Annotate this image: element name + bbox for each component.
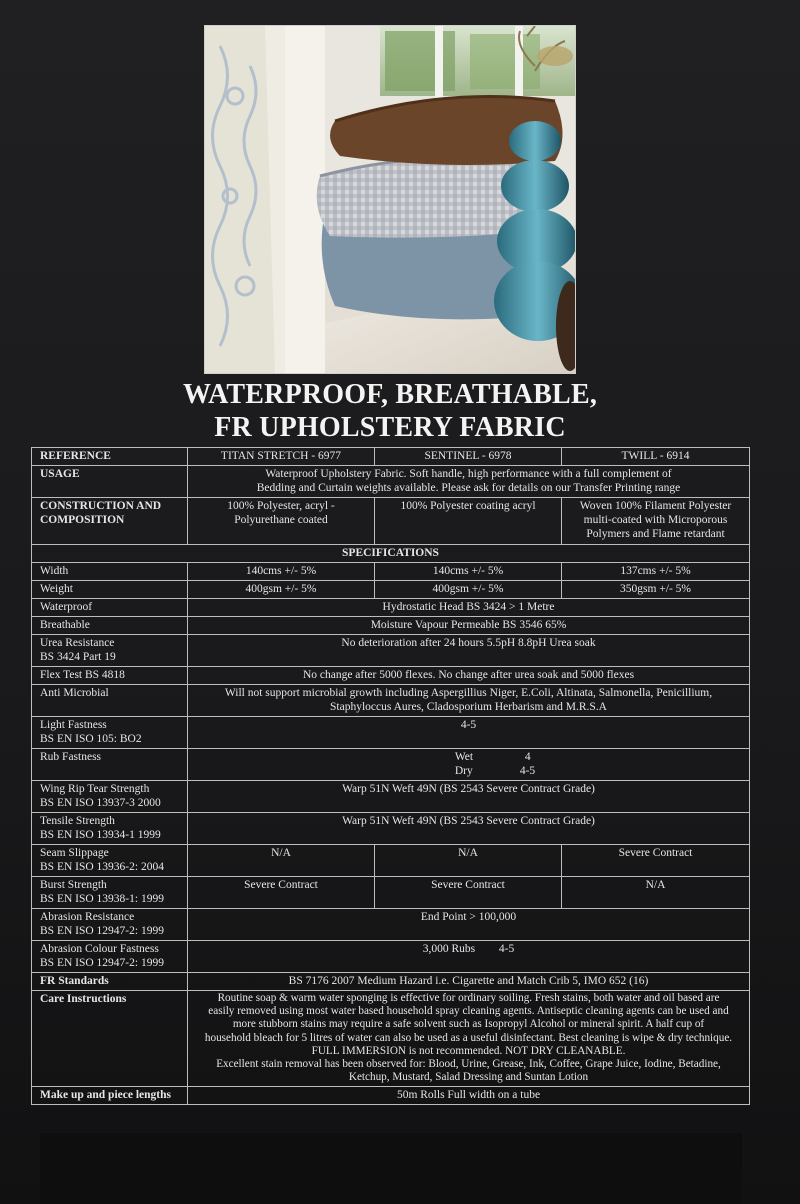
specifications-title: SPECIFICATIONS <box>32 545 750 563</box>
table-row-width <box>32 563 750 581</box>
construction-col-3-line-1: Woven 100% Filament Polyester <box>579 500 732 512</box>
construction-label-line-1: CONSTRUCTION AND <box>40 500 162 512</box>
construction-col-2: 100% Polyester coating acryl <box>375 498 562 545</box>
page-title <box>0 378 780 444</box>
footer-band <box>40 1133 742 1204</box>
tensile-value: Warp 51N Weft 49N (BS 2543 Severe Contract Grade) <box>188 813 750 845</box>
light-value: 4-5 <box>188 717 750 749</box>
construction-label <box>32 498 188 545</box>
table-row-rub-fastness <box>32 749 750 781</box>
rub-label: Rub Fastness <box>32 749 188 781</box>
width-col-3: 137cms +/- 5% <box>562 563 750 581</box>
table-row-antimicrobial <box>32 685 750 717</box>
usage-line-2: Bedding and Curtain weights available. Please ask for details on our Transfer Printing range <box>256 482 681 494</box>
light-label-line-1: Light Fastness <box>40 719 107 731</box>
table-row-usage <box>32 466 750 498</box>
antimicrobial-line-1: Will not support microbial growth including Aspergillius Niger, E.Coli, Altinata, Salmonella, Penicillium, <box>224 687 713 699</box>
abrasion-value: End Point > 100,000 <box>188 909 750 941</box>
construction-label-line-2: COMPOSITION <box>40 514 125 526</box>
table-row-breathable <box>32 617 750 635</box>
antimicrobial-value <box>188 685 750 717</box>
construction-col-3-line-2: multi-coated with Microporous <box>583 514 728 526</box>
light-label <box>32 717 188 749</box>
construction-col-3-line-3: Polymers and Flame retardant <box>586 528 725 540</box>
abrasion-label-line-2: BS EN ISO 12947-2: 1999 <box>40 925 164 937</box>
care-line-4: household bleach for 5 litres of water can also be used as a useful disinfectant. Best cleaning is wipe & dry technique. <box>204 1031 733 1044</box>
burst-label-line-1: Burst Strength <box>40 879 107 891</box>
antimicrobial-line-2: Staphyloccus Aures, Cladosporium Herbarism and M.R.S.A <box>330 701 607 713</box>
care-line-5: FULL IMMERSION is not recommended. NOT DRY CLEANABLE. <box>311 1044 626 1057</box>
weight-col-2: 400gsm +/- 5% <box>375 581 562 599</box>
fr-label: FR Standards <box>32 973 188 991</box>
abrasion-colour-grade: 4-5 <box>498 943 515 955</box>
abrasion-label <box>32 909 188 941</box>
makeup-label: Make up and piece lengths <box>32 1087 188 1105</box>
table-row-abrasion <box>32 909 750 941</box>
table-row-specifications <box>32 545 750 563</box>
usage-line-1: Waterproof Upholstery Fabric. Soft handle, high performance with a full complement of <box>265 468 672 480</box>
rub-value <box>188 749 750 781</box>
table-row-burst <box>32 877 750 909</box>
care-label: Care Instructions <box>32 991 188 1087</box>
reference-col-3: TWILL - 6914 <box>562 448 750 466</box>
abrasion-colour-label-line-1: Abrasion Colour Fastness <box>40 943 159 955</box>
urea-label <box>32 635 188 667</box>
reference-col-2: SENTINEL - 6978 <box>375 448 562 466</box>
urea-label-line-1: Urea Resistance <box>40 637 115 649</box>
burst-col-1: Severe Contract <box>188 877 375 909</box>
waterproof-value: Hydrostatic Head BS 3424 > 1 Metre <box>188 599 750 617</box>
fr-value: BS 7176 2007 Medium Hazard i.e. Cigarette and Match Crib 5, IMO 652 (16) <box>188 973 750 991</box>
construction-col-3 <box>562 498 750 545</box>
flex-label: Flex Test BS 4818 <box>32 667 188 685</box>
urea-label-line-2: BS 3424 Part 19 <box>40 651 116 663</box>
spec-table <box>31 447 750 1105</box>
table-row-fr <box>32 973 750 991</box>
seam-label <box>32 845 188 877</box>
care-line-6: Excellent stain removal has been observed for: Blood, Urine, Grease, Ink, Coffee, Grape Juice, Iodine, Betadine, <box>216 1058 721 1071</box>
width-col-2: 140cms +/- 5% <box>375 563 562 581</box>
width-col-1: 140cms +/- 5% <box>188 563 375 581</box>
rub-grid <box>455 750 535 778</box>
burst-col-2: Severe Contract <box>375 877 562 909</box>
wingrip-value: Warp 51N Weft 49N (BS 2543 Severe Contract Grade) <box>188 781 750 813</box>
burst-col-3: N/A <box>562 877 750 909</box>
abrasion-label-line-1: Abrasion Resistance <box>40 911 135 923</box>
breathable-value: Moisture Vapour Permeable BS 3546 65% <box>188 617 750 635</box>
care-line-1: Routine soap & warm water sponging is effective for ordinary soiling. Fresh stains, both water and oil based are <box>217 992 720 1004</box>
flex-value: No change after 5000 flexes. No change after urea soak and 5000 flexes <box>188 667 750 685</box>
table-row-abrasion-colour <box>32 941 750 973</box>
table-row-seam <box>32 845 750 877</box>
title-line-1: WATERPROOF, BREATHABLE, <box>182 379 598 410</box>
breathable-label: Breathable <box>32 617 188 635</box>
seam-col-3: Severe Contract <box>562 845 750 877</box>
tensile-label-line-1: Tensile Strength <box>40 815 115 827</box>
seam-col-1: N/A <box>188 845 375 877</box>
reference-col-1: TITAN STRETCH - 6977 <box>188 448 375 466</box>
makeup-value: 50m Rolls Full width on a tube <box>188 1087 750 1105</box>
construction-col-1-line-1: 100% Polyester, acryl - <box>227 500 335 512</box>
waterproof-label: Waterproof <box>32 599 188 617</box>
table-row-weight <box>32 581 750 599</box>
rub-dry-value: 4-5 <box>519 765 536 777</box>
usage-label: USAGE <box>32 466 188 498</box>
width-label: Width <box>32 563 188 581</box>
table-row-light-fastness <box>32 717 750 749</box>
abrasion-colour-value <box>188 941 750 973</box>
table-row-wing-rip <box>32 781 750 813</box>
light-label-line-2: BS EN ISO 105: BO2 <box>40 733 142 745</box>
table-row-reference <box>32 448 750 466</box>
table-row-urea <box>32 635 750 667</box>
table-row-care <box>32 991 750 1087</box>
reference-label: REFERENCE <box>32 448 188 466</box>
construction-col-1-line-2: Polyurethane coated <box>234 514 328 526</box>
abrasion-colour-label <box>32 941 188 973</box>
title-line-2: FR UPHOLSTERY FABRIC <box>214 412 566 443</box>
burst-label-line-2: BS EN ISO 13938-1: 1999 <box>40 893 164 905</box>
product-photo <box>204 25 576 374</box>
seam-label-line-2: BS EN ISO 13936-2: 2004 <box>40 861 164 873</box>
construction-col-1 <box>188 498 375 545</box>
wingrip-label-line-1: Wing Rip Tear Strength <box>40 783 150 795</box>
weight-col-3: 350gsm +/- 5% <box>562 581 750 599</box>
abrasion-colour-rubs: 3,000 Rubs <box>422 943 476 955</box>
table-row-construction <box>32 498 750 545</box>
antimicrobial-label: Anti Microbial <box>32 685 188 717</box>
wingrip-label <box>32 781 188 813</box>
tensile-label-line-2: BS EN ISO 13934-1 1999 <box>40 829 161 841</box>
tensile-label <box>32 813 188 845</box>
table-row-flex <box>32 667 750 685</box>
urea-value: No deterioration after 24 hours 5.5pH 8.8pH Urea soak <box>188 635 750 667</box>
table-row-tensile <box>32 813 750 845</box>
rub-dry-label: Dry <box>454 765 473 777</box>
wingrip-label-line-2: BS EN ISO 13937-3 2000 <box>40 797 161 809</box>
weight-col-1: 400gsm +/- 5% <box>188 581 375 599</box>
seam-col-2: N/A <box>375 845 562 877</box>
table-row-waterproof <box>32 599 750 617</box>
care-line-3: more stubborn stains may require a safe solvent such as Isopropyl Alcohol or mineral spirit. A half cup of <box>232 1018 705 1031</box>
table-row-makeup <box>32 1087 750 1105</box>
rub-wet-value: 4 <box>524 751 531 763</box>
rub-wet-label: Wet <box>454 751 474 763</box>
care-value <box>188 991 750 1087</box>
usage-value <box>188 466 750 498</box>
seam-label-line-1: Seam Slippage <box>40 847 109 859</box>
care-line-7: Ketchup, Mustard, Salad Dressing and Suntan Lotion <box>348 1071 589 1084</box>
weight-label: Weight <box>32 581 188 599</box>
abrasion-colour-label-line-2: BS EN ISO 12947-2: 1999 <box>40 957 164 969</box>
burst-label <box>32 877 188 909</box>
care-line-2: easily removed using most water based household spray cleaning agents. Antiseptic cleaning agents can be used and <box>208 1005 729 1018</box>
